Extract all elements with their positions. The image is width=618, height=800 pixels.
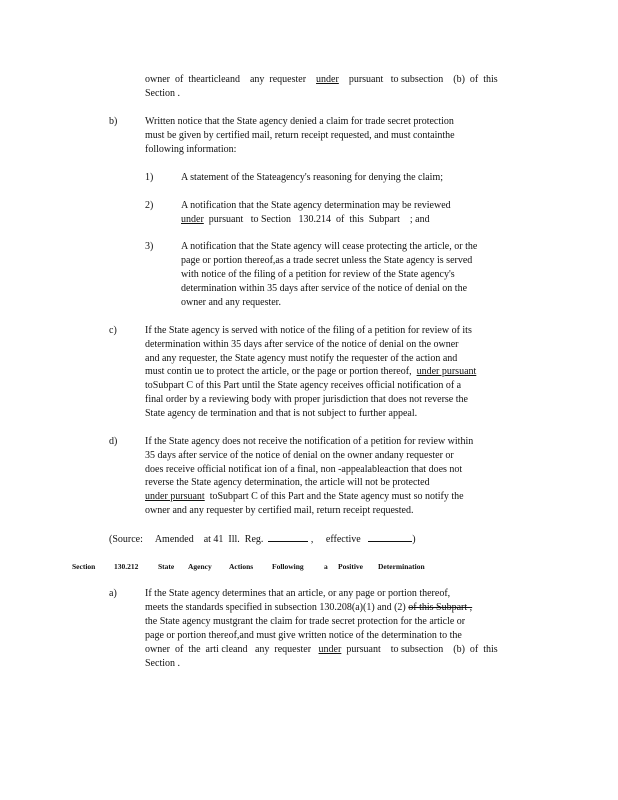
item-3-line-4: determination within 35 days after service of the notice of denial on the — [181, 283, 468, 294]
para-c-label: c) — [109, 325, 117, 336]
heading-word: Actions — [229, 562, 254, 571]
para-d-line-4: reverse the State agency determination, the article will not be protected — [145, 477, 430, 488]
item-3-label: 3) — [145, 241, 154, 252]
para-b-line-2: must be given by certified mail, return receipt requested, and must containthe — [145, 130, 455, 141]
para-b-label: b) — [109, 116, 118, 127]
para-c-line-3: and any requester, the State agency must notify the requester of the action and — [145, 353, 458, 364]
heading-word: Determination — [378, 562, 425, 571]
intro-line-1: owner of thearticleand any requester under pursuant to subsection (b) of this — [145, 74, 498, 85]
item-2-line-1: A notification that the State agency determination may be reviewed — [181, 200, 451, 211]
source-note: (Source: Amended at 41 Ill. Reg. , effective ) — [109, 534, 416, 545]
item-3-line-5: owner and any requester. — [181, 297, 281, 308]
reg-volume-blank — [268, 532, 308, 542]
heading-word: Positive — [338, 562, 363, 571]
para-c-line-2: determination within 35 days after service of the notice of denial on the owner — [145, 339, 459, 350]
para-a-line-2-text: meets the standards specified in subsection 130.208(a)(1) and (2) — [145, 602, 406, 613]
item-2-underlined-word: under — [181, 214, 204, 225]
para-c-line-7: State agency de termination and that is not subject to further appeal. — [145, 408, 418, 419]
heading-word: State — [158, 562, 175, 571]
para-d-line-5 — [145, 490, 464, 504]
para-c-line-5: toSubpart C of this Part until the State agency receives official notification of a — [145, 380, 462, 391]
para-d-label: d) — [109, 436, 118, 447]
heading-word: 130.212 — [114, 562, 139, 571]
para-c-line-1: If the State agency is served with notice of the filing of a petition for review of its — [145, 325, 472, 336]
para-a-line-2 — [145, 601, 472, 615]
para-b-line-3: following information: — [145, 144, 237, 155]
item-2-line-2: under pursuant to Section 130.214 of this Subpart ; and — [181, 214, 430, 225]
para-d-line-5-text: toSubpart C of this Part and the State agency must so notify the — [209, 491, 464, 502]
para-d-line-2: 35 days after service of the notice of denial on the owner andany requester or — [145, 450, 454, 461]
para-d-underlined: under pursuant — [145, 491, 205, 502]
para-d-line-1: If the State agency does not receive the notification of a petition for review within — [145, 436, 474, 447]
para-c-line-4 — [145, 365, 476, 379]
para-c-underlined: under pursuant — [416, 366, 477, 377]
para-c-line-6: final order by a reviewing body with proper jurisdiction that does not reverse the — [145, 394, 468, 405]
effective-date-blank — [368, 532, 412, 542]
item-3-line-3: with notice of the filing of a petition for review of the State agency's — [181, 269, 455, 280]
para-a-label: a) — [109, 588, 117, 599]
item-1-line-1: A statement of the Stateagency's reasoning for denying the claim; — [181, 172, 444, 183]
para-a-line-1: If the State agency determines that an article, or any page or portion thereof, — [145, 588, 451, 599]
para-a-line-4: page or portion thereof,and must give written notice of the determination to the — [145, 630, 462, 641]
intro-line-2: Section . — [145, 88, 180, 99]
heading-word: Agency — [188, 562, 212, 571]
para-a-line-5: owner of the arti cleand any requester under pursuant to subsection (b) of this — [145, 644, 498, 655]
item-3-line-2: page or portion thereof,as a trade secret unless the State agency is served — [181, 255, 473, 266]
para-d-line-3: does receive official notificat ion of a final, non -appealableaction that does not — [145, 464, 463, 475]
heading-word: Following — [272, 562, 304, 571]
para-b-line-1: Written notice that the State agency denied a claim for trade secret protection — [145, 116, 454, 127]
heading-word: a — [324, 562, 328, 571]
item-2-label: 2) — [145, 200, 154, 211]
para-a-line-6: Section . — [145, 658, 180, 669]
intro-underlined-word: under — [316, 74, 339, 85]
para-a-line-3: the State agency mustgrant the claim for trade secret protection for the article or — [145, 616, 466, 627]
para-d-line-6: owner and any requester by certified mail, return receipt requested. — [145, 505, 414, 516]
para-a-struck-text: of this Subpart , — [408, 602, 473, 613]
heading-word: Section — [72, 562, 96, 571]
para-c-line-4-text: must contin ue to protect the article, or the page or portion thereof, — [145, 366, 412, 377]
item-1-label: 1) — [145, 172, 154, 183]
item-3-line-1: A notification that the State agency will cease protecting the article, or the — [181, 241, 478, 252]
